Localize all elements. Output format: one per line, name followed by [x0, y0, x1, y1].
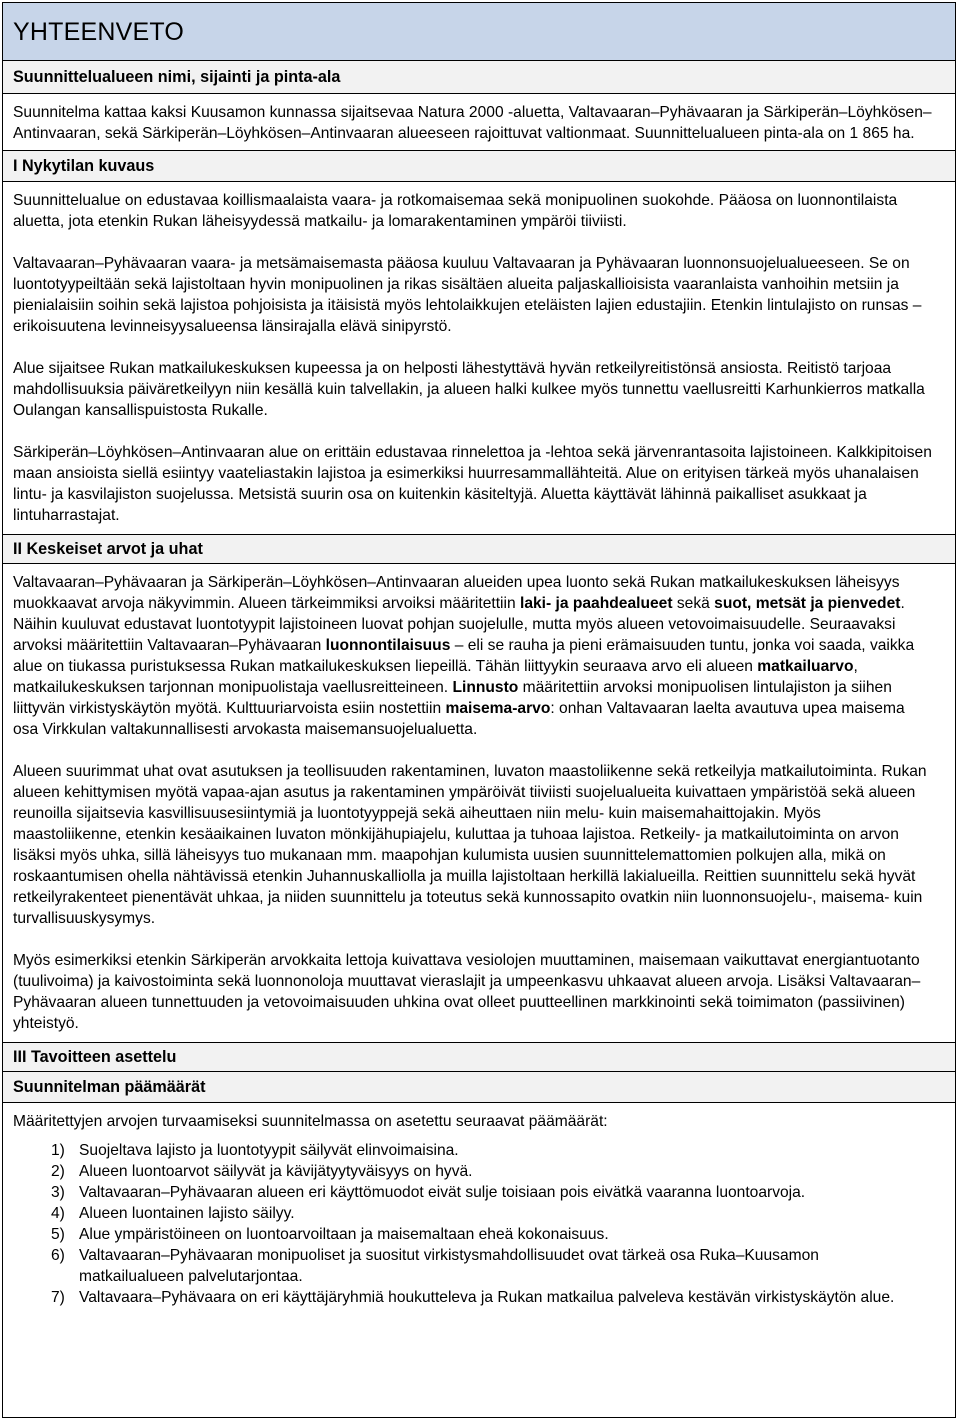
current-paragraph: Valtavaaran–Pyhävaaran vaara- ja metsämaisemasta pääosa kuuluu Valtavaaran ja Pyhävaaran luonnonsuojelualueeseen. Se on luontotyypeiltään sekä lajistoltaan hyvin monipuolinen ja rikas sisältäen alueita paljaskallioisista vaaranlaista vanhoihin metsiin ja pienialaisiin soihin sekä lajistoa pohjoisista ja itäisistä myös lehtolaikkujen eteläisten lajien edustajiin. Etenkin lintulajisto on runsas – erikoisuutena levinneisyysalueensa länsirajalla elävä sinipyrstö.	[13, 255, 922, 335]
current-paragraph: Suunnittelualue on edustavaa koillismaalaista vaara- ja rotkomaisemaa sekä monipuolinen suokohde. Pääosa on luonnontilaista aluetta, jota etenkin Rukan läheisyydessä matkailu- ja lomarakentaminen ympäröi tiiviisti.	[13, 192, 898, 230]
list-item: 1) Suojeltava lajisto ja luontotyypit säilyvät elinvoimaisina.	[51, 1142, 459, 1159]
current-paragraph: Alue sijaitsee Rukan matkailukeskuksen kupeessa ja on helposti lähestyttävä hyvän retkeilyreitistönsä ansiosta. Reitistö tarjoaa mahdollisuuksia päiväretkeilyyn niin kesällä kuin talvellakin, ja alueen halki kulkee myös tunnettu vaellusreitti Karhunkierros matkalla Oulangan kansallispuistosta Rukalle.	[13, 360, 925, 419]
goals-intro: Määritettyjen arvojen turvaamiseksi suunnitelmassa on asetettu seuraavat päämäärät:	[13, 1113, 608, 1130]
value-wetlands-forests: suot, metsät ja pienvedet	[714, 595, 901, 612]
value-birds: Linnusto	[452, 679, 519, 696]
threats-paragraph: Alueen suurimmat uhat ovat asutuksen ja teollisuuden rakentaminen, luvaton maastoliikenne sekä retkeilyja matkailutoiminta. Rukan alueen kehittymisen myötä vapaa-ajan asutus ja rakentaminen ympäröivät tiiviisti suojelualueita kuivattaen ympäristöä sekä alueen reunoilla sijaitsevia kasvillisuusesiintymiä ja luontotyyppejä sekä aiheuttaen niin melu- kuin maisemahaittojakin. Myös maastoliikenne, etenkin kesäaikainen luvaton mönkijähupiajelu, kuluttaa ja tuhoaa lajistoa. Retkeily- ja matkailutoiminta on arvon lisäksi myös uhka, sillä läheisyys tuo mukanaan mm. maapohjan kulumista uusien suunnittelemattomien polkujen alla, mikä on roskaantumisen ohella nähtävissä etenkin Juhannuskalliolla ja muilla lajistoltaan herkillä lakialueilla. Reittien suunnittelu sekä hyvät retkeilyrakenteet pienentävät uhkaa, ja niiden suunnittelu ja toteutus sekä kunnossapito ovatkin niin luonnonsuojelu-, maisema- kuin turvallisuuskysymys.	[13, 763, 927, 927]
current-paragraph: Särkiperän–Löyhkösen–Antinvaaran alue on erittäin edustavaa rinnelettoa ja -lehtoa sekä järvenrantasoita lajistoineen. Kalkkipitoisen maan ansioista siellä esiintyy vaateliastakin lajistoa ja esimerkiksi huurresammallähteitä. Alue on erityisen tärkeä myös uhanalaisen lintu- ja kasvilajiston suojelussa. Metsistä suurin osa on kuitenkin käsiteltyjä. Aluetta käyttävät lähinnä paikalliset asukkaat ja lintuharrastajat.	[13, 444, 932, 524]
list-item: 7) Valtavaara–Pyhävaara on eri käyttäjäryhmiä houkutteleva ja Rukan matkailua palveleva kestävän virkistyskäytön alue.	[51, 1289, 895, 1306]
heading-current-state: I Nykytilan kuvaus	[3, 150, 955, 182]
threats-paragraph: Myös esimerkiksi etenkin Särkiperän arvokkaita lettoja kuivattava vesiolojen muuttaminen, maisemaan vaikuttavat energiantuotanto (tuulivoima) ja kaivostoiminta sekä luonnonoloja muuttavat vieraslajit ja umpeenkasvu uhkaavat alueen arvoja. Lisäksi Valtavaaran–Pyhävaaran alueen tunnettuuden ja vetovoimaisuuden uhkina ovat olleet puutteellinen markkinointi sekä toimimaton (passiivinen) yhteistyö.	[13, 952, 921, 1032]
goals-list	[13, 1140, 945, 1308]
value-naturalness: luonnontilaisuus	[325, 637, 451, 654]
heading-values-threats: II Keskeiset arvot ja uhat	[3, 534, 955, 564]
list-item: 4) Alueen luontainen lajisto säilyy.	[51, 1205, 295, 1222]
value-summit-areas: laki- ja paahdealueet	[519, 595, 673, 612]
list-item: 6) Valtavaaran–Pyhävaaran monipuoliset ja suositut virkistysmahdollisuudet ovat tärkeä osa Ruka–Kuusamon matkailualueen palvelutarjontaa.	[51, 1247, 819, 1285]
list-item: 5) Alue ympäristöineen on luontoarvoiltaan ja maisemaltaan eheä kokonaisuus.	[51, 1226, 609, 1243]
list-item: 3) Valtavaaran–Pyhävaaran alueen eri käyttömuodot eivät sulje toisiaan pois eivätkä vaaranna luontoarvoja.	[51, 1184, 806, 1201]
section-goals-body	[3, 1103, 955, 1308]
value-landscape: maisema-arvo	[445, 700, 551, 717]
section-location-body	[3, 94, 955, 144]
list-item: 2) Alueen luontoarvot säilyvät ja kävijätyytyväisyys on hyvä.	[51, 1163, 473, 1180]
heading-goal-setting: III Tavoitteen asettelu	[3, 1042, 955, 1072]
location-text: Suunnitelma kattaa kaksi Kuusamon kunnassa sijaitsevaa Natura 2000 -aluetta, Valtavaaran–Pyhävaaran ja Särkiperän–Löyhkösen–Antinvaaran, sekä Särkiperän–Löyhkösen–Antinvaaran alueeseen rajoittuvat valtionmaat. Suunnittelualueen pinta-ala on 1 865 ha.	[13, 104, 932, 142]
title-bar	[3, 3, 955, 61]
section-current-body	[3, 182, 955, 526]
section-values-body	[3, 564, 955, 1034]
value-tourism: matkailuarvo	[757, 658, 854, 675]
values-paragraph: Valtavaaran–Pyhävaaran ja Särkiperän–Löyhkösen–Antinvaaran alueiden upea luonto sekä Rukan matkailukeskuksen läheisyys muokkaavat arvoja näkyvimmin. Alueen tärkeimmiksi arvoiksi määritettiin laki- ja paahdealueet sekä suot, metsät ja pienvedet. Näihin kuuluvat edustavat luontotyypit lajistoineen luovat pohjan suojelulle, mutta myös alueen vetovoimaisuudelle. Seuraavaksi arvoksi määritettiin Valtavaaran–Pyhävaaran luonnontilaisuus – eli se rauha ja pieni erämaisuuden tuntu, jonka voi saada, vaikka alue on tiukassa puristuksessa Rukan matkailukeskuksen liepeillä. Tähän liittyykin seuraava arvo eli alueen matkailuarvo, matkailukeskuksen tarjonnan monipuolistaja vaellusreitteineen. Linnusto määritettiin arvoksi monipuolisen lintulajiston ja siihen liittyvän virkistyskäytön myötä. Kulttuuriarvoista esiin nostettiin maisema-arvo: onhan Valtavaaran laelta avautuva upea maisema osa Virkkulan valtakunnallisesti arvokasta maisemansuojelualuetta.	[13, 574, 915, 738]
page-title: YHTEENVETO	[13, 18, 185, 46]
heading-location: Suunnittelualueen nimi, sijainti ja pinta-ala	[3, 61, 955, 94]
summary-frame	[2, 2, 956, 1418]
heading-plan-goals: Suunnitelman päämäärät	[3, 1072, 955, 1103]
